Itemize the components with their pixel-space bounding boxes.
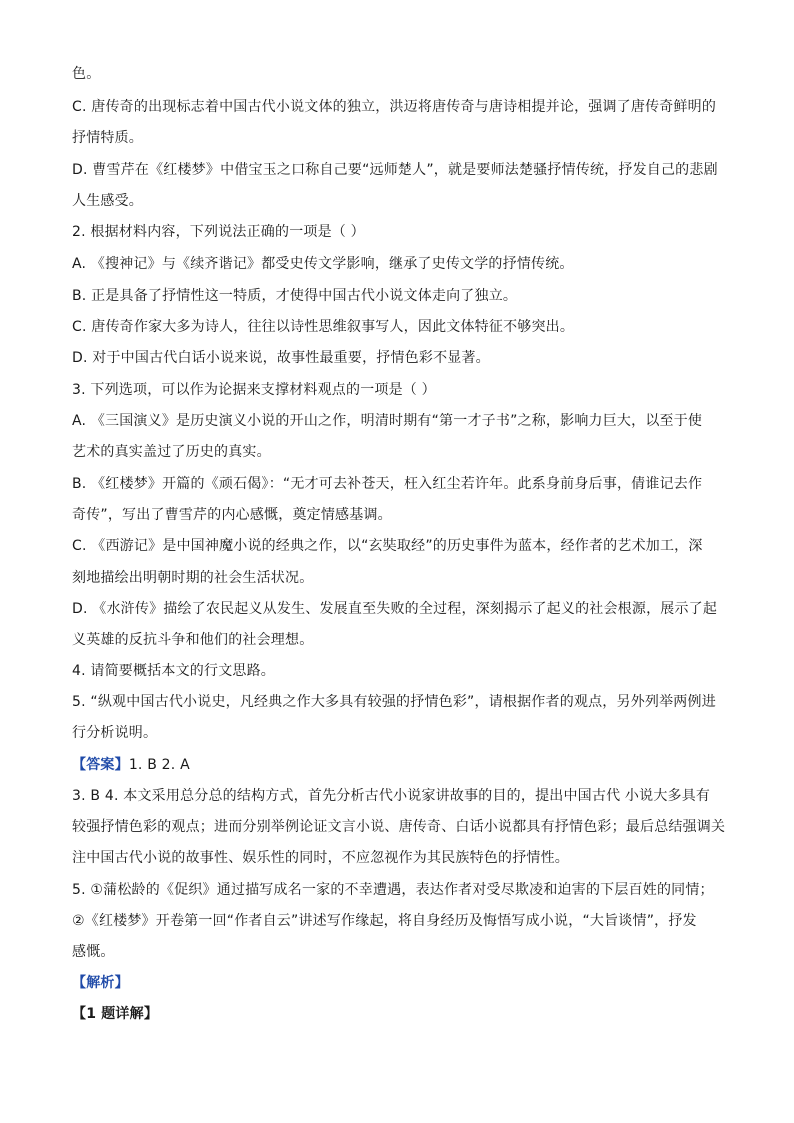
text-line: 色。 <box>72 66 101 82</box>
text-line: 注中国古代小说的故事性、娱乐性的同时，不应忽视作为其民族特色的抒情性。 <box>72 850 569 866</box>
text-line: 行分析说明。 <box>72 725 158 741</box>
option-d: D. 对于中国古代白话小说来说，故事性最重要，抒情色彩不显著。 <box>72 350 490 366</box>
option-a: A. 《搜神记》与《续齐谐记》都受史传文学影响，继承了史传文学的抒情传统。 <box>72 256 574 272</box>
text-line: D. 曹雪芹在《红楼梦》中借宝玉之口称自己要“远师楚人”，就是要师法楚骚抒情传统，抒发自己的悲剧 <box>72 162 718 178</box>
question-3: 3. 下列选项，可以作为论据来支撑材料观点的一项是（ ） <box>72 382 436 398</box>
text-line: C. 唐传奇的出现标志着中国古代小说文体的独立，洪迈将唐传奇与唐诗相提并论，强调了唐传奇鲜明的 <box>72 99 717 115</box>
text-line: 较强抒情色彩的观点；进而分别举例论证文言小说、唐传奇、白话小说都具有抒情色彩；最后总结强调关 <box>72 819 726 835</box>
analysis-heading <box>72 973 722 993</box>
question-4: 4. 请简要概括本文的行文思路。 <box>72 663 276 679</box>
option-c: C. 《西游记》是中国神魔小说的经典之作，以“玄奘取经”的历史事件为蓝本，经作者的艺术加工，深 <box>72 538 703 554</box>
option-d: D. 《水浒传》描绘了农民起义从发生、发展直至失败的全过程，深刻揭示了起义的社会根源，展示了起 <box>72 601 718 617</box>
text-line: 人生感受。 <box>72 193 143 209</box>
analysis-tag: 【解析】 <box>72 975 129 991</box>
option-b: B. 正是具备了抒情性这一特质，才使得中国古代小说文体走向了独立。 <box>72 288 518 304</box>
text-line: 抒情特质。 <box>72 130 143 146</box>
text-line: 义英雄的反抗斗争和他们的社会理想。 <box>72 632 314 648</box>
text-line: ②《红楼梦》开卷第一回“作者自云”讲述写作缘起，将自身经历及悔悟写成小说，“大旨谈情”，抒发 <box>72 913 697 929</box>
option-b: B. 《红楼梦》开篇的《顽石偈》：“无才可去补苍天，枉入红尘若许年。此系身前身后事，倩谁记去作 <box>72 476 703 492</box>
text-line: 艺术的真实盖过了历史的真实。 <box>72 444 271 460</box>
detail-heading <box>72 1004 722 1024</box>
option-c: C. 唐传奇作家大多为诗人，往往以诗性思维叙事写人，因此文体特征不够突出。 <box>72 319 575 335</box>
answer-line: 3. B 4. 本文采用总分总的结构方式，首先分析古代小说家讲故事的目的，提出中国古代 小说大多具有 <box>72 788 711 804</box>
option-a: A. 《三国演义》是历史演义小说的开山之作，明清时期有“第一才子书”之称，影响力巨大，以至于使 <box>72 413 703 429</box>
text-line: 感慨。 <box>72 944 115 960</box>
detail-tag: 【1 题详解】 <box>72 1006 159 1022</box>
text-line: 奇传”，写出了曹雪芹的内心感慨，奠定情感基调。 <box>72 507 392 523</box>
question-2: 2. 根据材料内容，下列说法正确的一项是（ ） <box>72 224 365 240</box>
answer-tag: 【答案】 <box>72 757 129 773</box>
answer-line: 【答案】1. B 2. A <box>72 757 190 773</box>
text-line: 刻地描绘出明朝时期的社会生活状况。 <box>72 570 314 586</box>
question-5: 5. “纵观中国古代小说史，凡经典之作大多具有较强的抒情色彩”，请根据作者的观点，另外列举两例进 <box>72 694 716 710</box>
answer-line: 5. ①蒲松龄的《促织》通过描写成名一家的不幸遭遇，表达作者对受尽欺凌和迫害的下层百姓的同情； <box>72 882 714 898</box>
